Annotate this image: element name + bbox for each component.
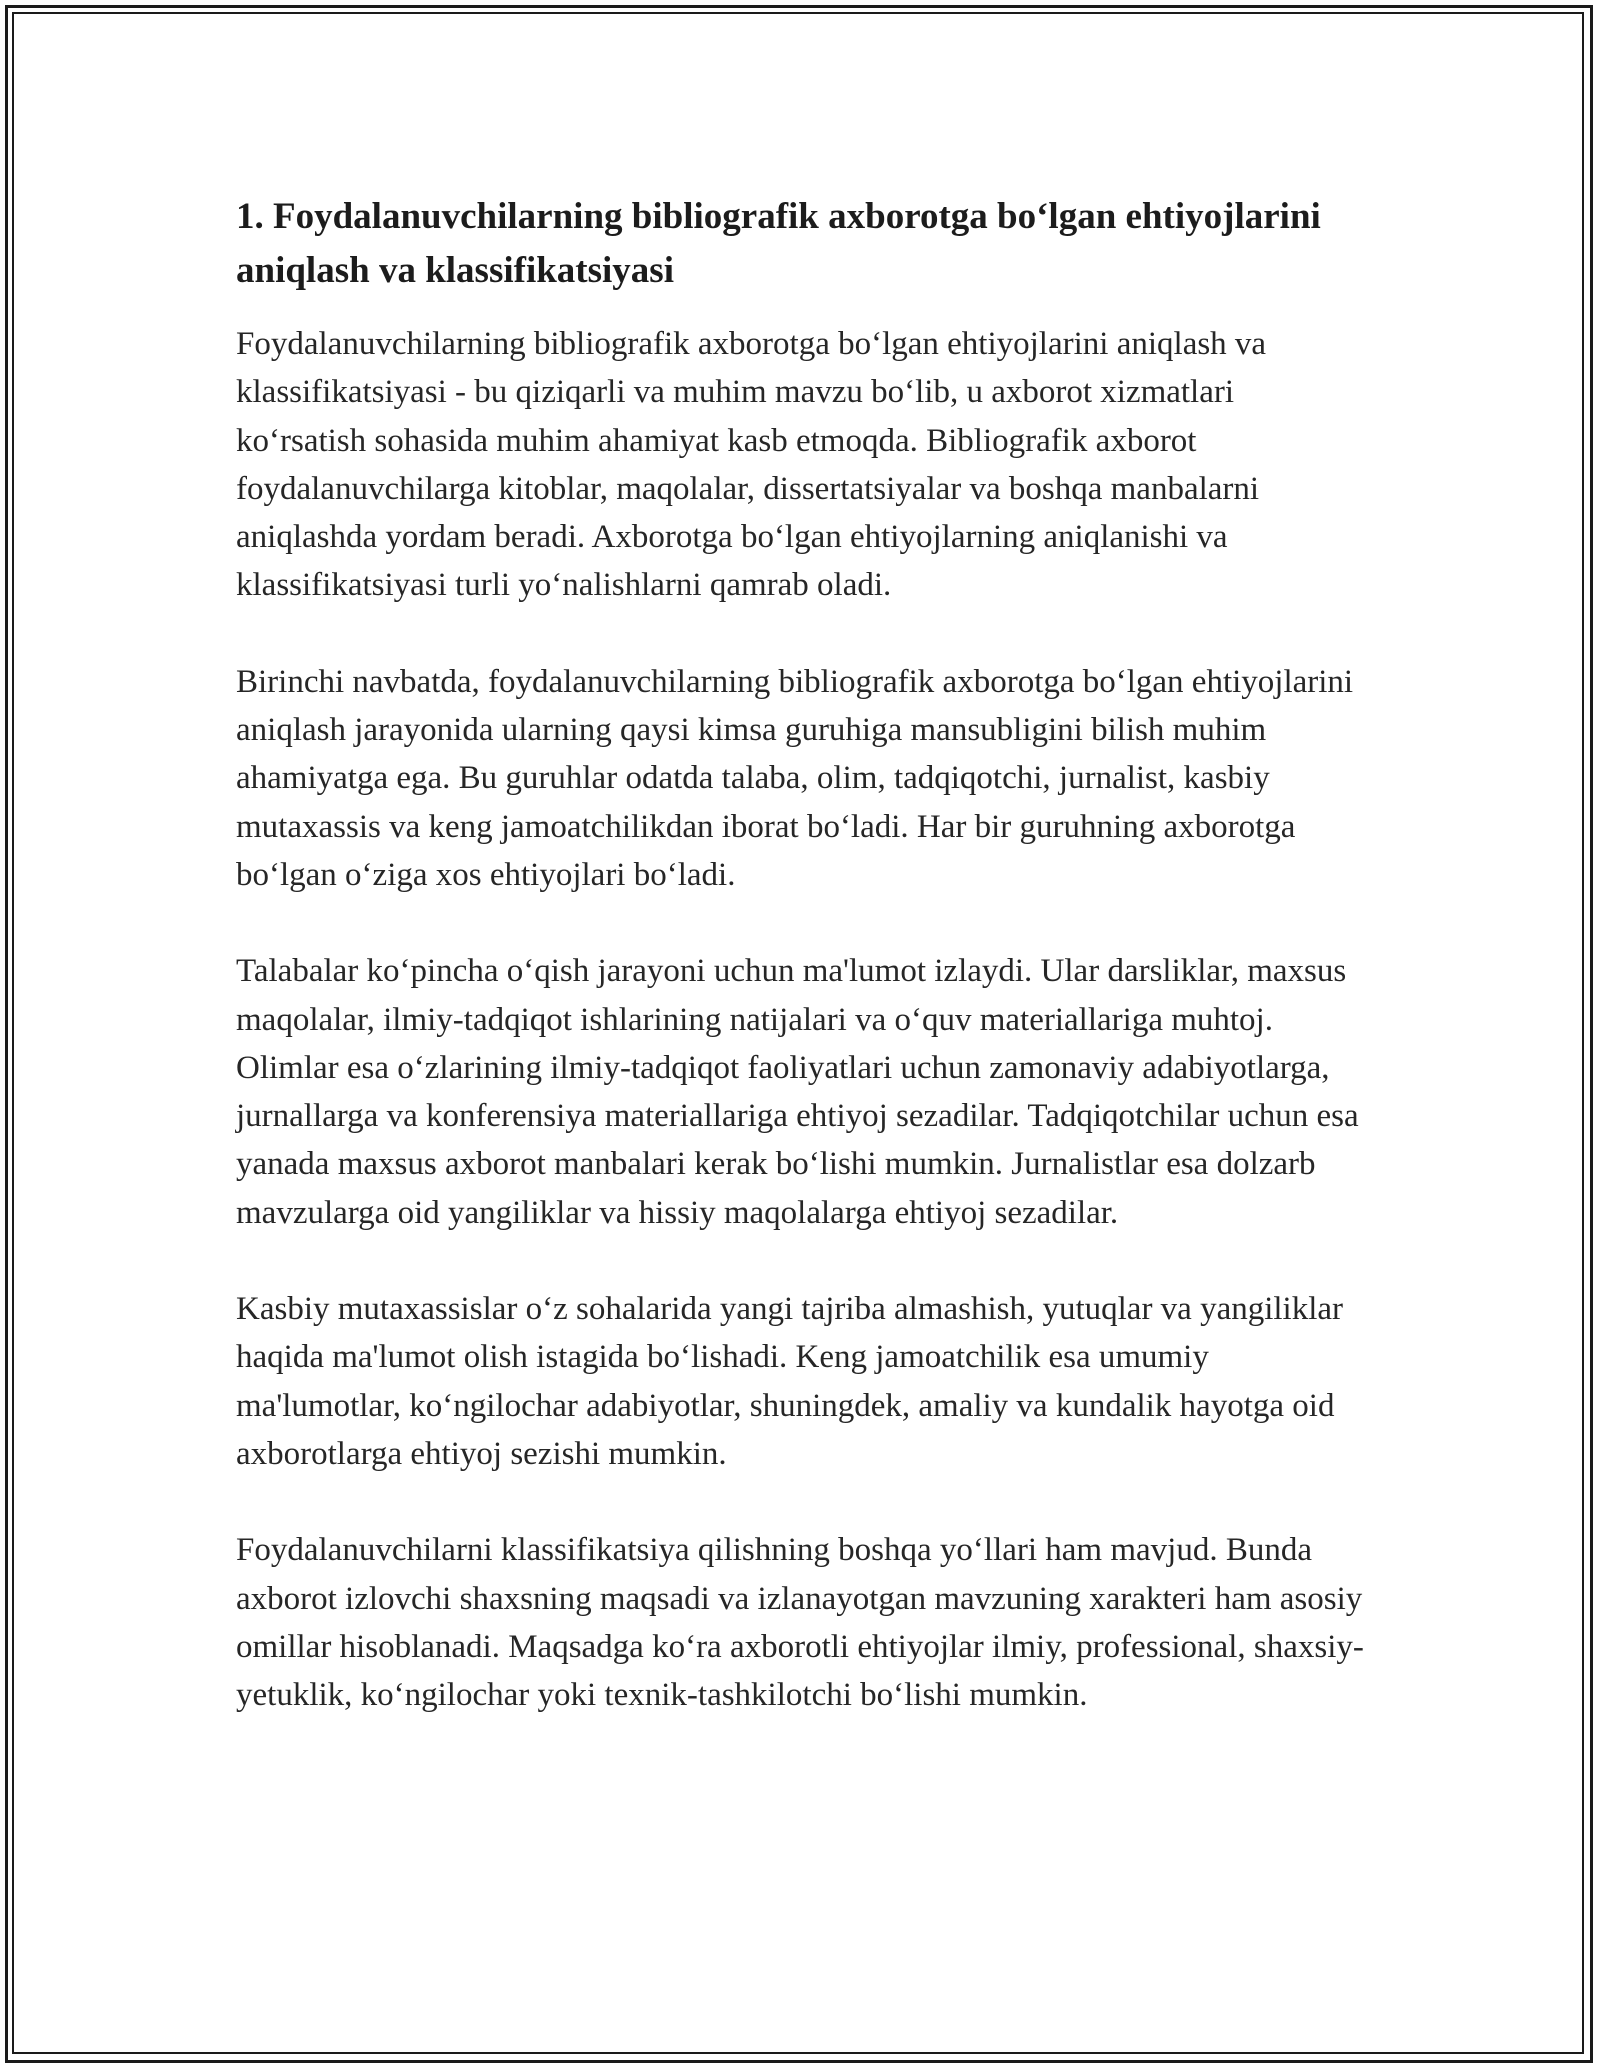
paragraph-1: Foydalanuvchilarning bibliografik axborotga bo‘lgan ehtiyojlarini aniqlash va klassifikatsiyasi - bu qiziqarli va muhim mavzu bo‘lib, u axborot xizmatlari ko‘rsatish sohasida muhim ahamiyat kasb etmoqda. Bibliografik axborot foydalanuvchilarga kitoblar, maqolalar, dissertatsiyalar va boshqa manbalarni aniqlashda yordam beradi. Axborotga bo‘lgan ehtiyojlarning aniqlanishi va klassifikatsiyasi turli yo‘nalishlarni qamrab oladi.: [236, 326, 1267, 604]
paragraph-2: Birinchi navbatda, foydalanuvchilarning bibliografik axborotga bo‘lgan ehtiyojlarini aniqlash jarayonida ularning qaysi kimsa guruhiga mansubligini bilish muhim ahamiyatga ega. Bu guruhlar odatda talaba, olim, tadqiqotchi, jurnalist, kasbiy mutaxassis va keng jamoatchilikdan iborat bo‘ladi. Har bir guruhning axborotga bo‘lgan o‘ziga xos ehtiyojlari bo‘ladi.: [236, 663, 1354, 893]
paragraph-5: Foydalanuvchilarni klassifikatsiya qilishning boshqa yo‘llari ham mavjud. Bunda axborot izlovchi shaxsning maqsadi va izlanayotgan mavzuning xarakteri ham asosiy omillar hisoblanadi. Maqsadga ko‘ra axborotli ehtiyojlar ilmiy, professional, shaxsiy-yetuklik, ko‘ngilochar yoki texnik-tashkilotchi bo‘lishi mumkin.: [236, 1532, 1364, 1714]
paragraph-4: Kasbiy mutaxassislar o‘z sohalarida yangi tajriba almashish, yutuqlar va yangiliklar haqida ma'lumot olish istagida bo‘lishadi. Keng jamoatchilik esa umumiy ma'lumotlar, ko‘ngilochar adabiyotlar, shuningdek, amaliy va kundalik hayotga oid axborotlarga ehtiyoj sezishi mumkin.: [236, 1291, 1344, 1472]
document-body: [236, 190, 1366, 1767]
section-heading: 1. Foydalanuvchilarning bibliografik axborotga bo‘lgan ehtiyojlarini aniqlash va klassifikatsiyasi: [236, 196, 1321, 291]
paragraph-3: Talabalar ko‘pincha o‘qish jarayoni uchun ma'lumot izlaydi. Ular darsliklar, maxsus maqolalar, ilmiy-tadqiqot ishlarining natijalari va o‘quv materiallariga muhtoj. Olimlar esa o‘zlarining ilmiy-tadqiqot faoliyatlari uchun zamonaviy adabiyotlarga, jurnallarga va konferensiya materiallariga ehtiyoj sezadilar. Tadqiqotchilar uchun esa yanada maxsus axborot manbalari kerak bo‘lishi mumkin. Jurnalistlar esa dolzarb mavzularga oid yangiliklar va hissiy maqolalarga ehtiyoj sezadilar.: [236, 953, 1359, 1231]
